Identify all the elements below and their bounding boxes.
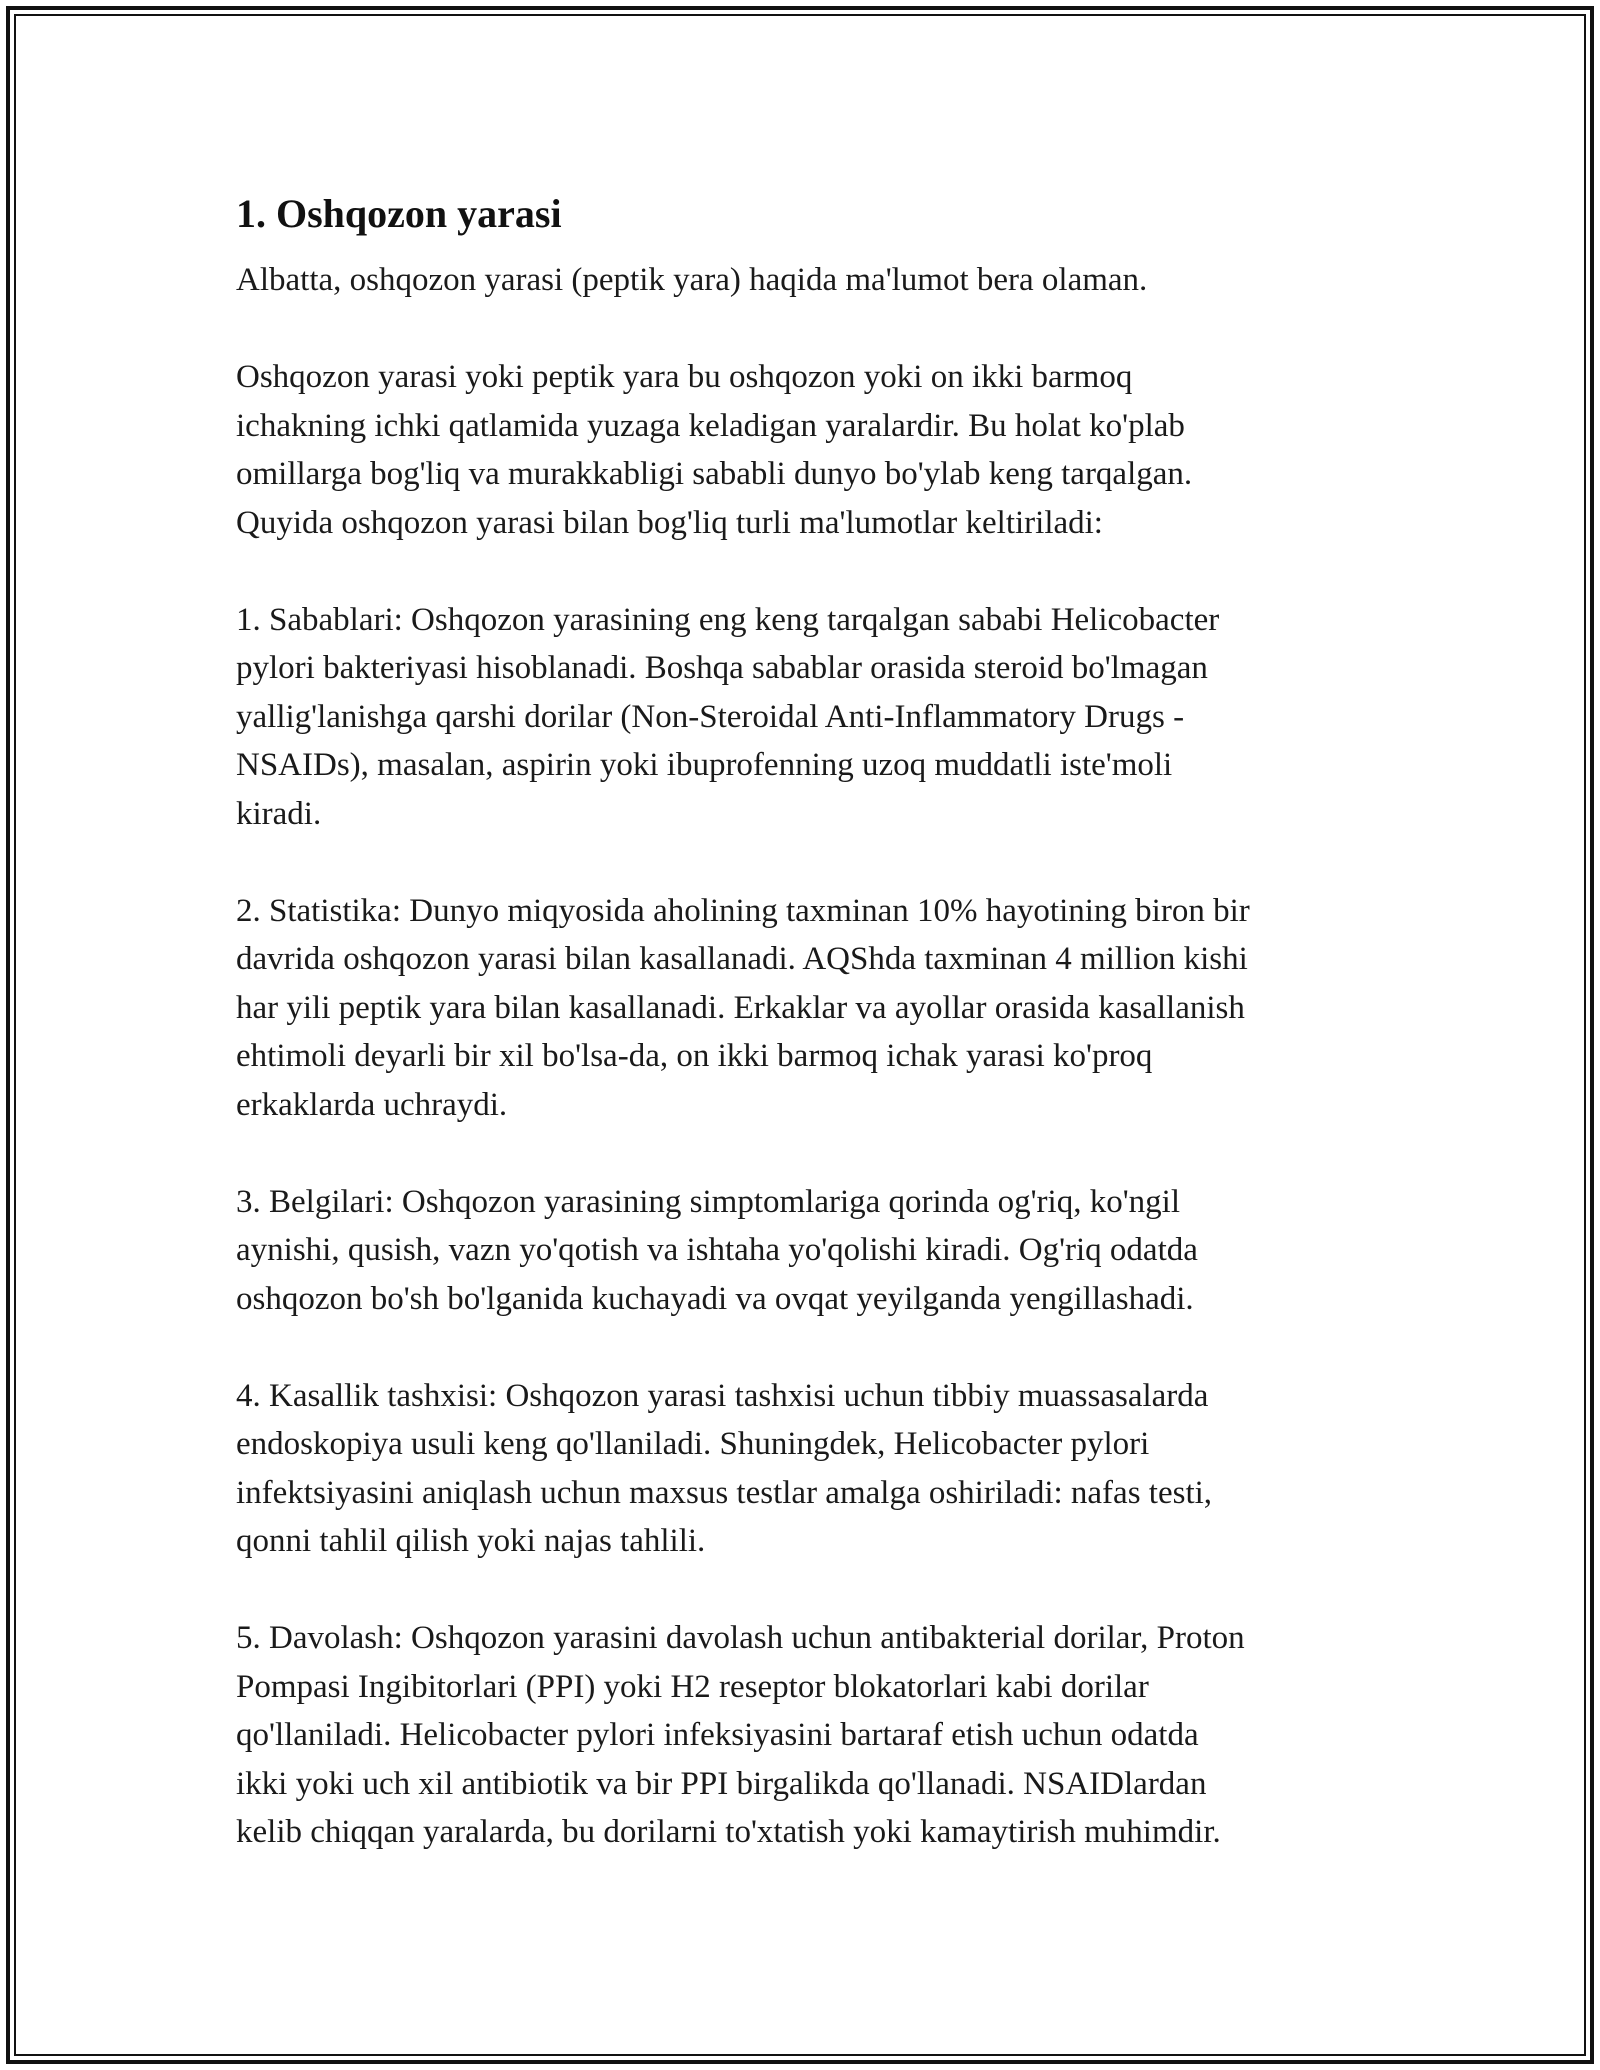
diagnosis-paragraph: 4. Kasallik tashxisi: Oshqozon yarasi tashxisi uchun tibbiy muassasalarda endoskopiya usuli keng qo'llaniladi. Shuningdek, Helicobacter pylori infektsiyasini aniqlash uchun maxsus testlar amalga oshiriladi: nafas testi, qonni tahlil qilish yoki najas tahlili. [236,1377,1213,1559]
document-title: 1. Oshqozon yarasi [236,191,562,236]
statistics-paragraph: 2. Statistika: Dunyo miqyosida aholining taxminan 10% hayotining biron bir davrida oshqozon yarasi bilan kasallanadi. AQShda taxminan 4 million kishi har yili peptik yara bilan kasallanadi. Erkaklar va ayollar orasida kasallanish ehtimoli deyarli bir xil bo'lsa-da, on ikki barmoq ichak yarasi ko'proq erkaklarda uchraydi. [236,892,1250,1123]
causes-paragraph: 1. Sabablari: Oshqozon yarasining eng keng tarqalgan sababi Helicobacter pylori bakteriyasi hisoblanadi. Boshqa sabablar orasida steroid bo'lmagan yallig'lanishga qarshi dorilar (Non-Steroidal Anti-Inflammatory Drugs - NSAIDs), masalan, aspirin yoki ibuprofenning uzoq muddatli iste'moli kiradi. [236,601,1220,832]
overview-paragraph: Oshqozon yarasi yoki peptik yara bu oshqozon yoki on ikki barmoq ichakning ichki qatlamida yuzaga keladigan yaralardir. Bu holat ko'plab omillarga bog'liq va murakkabligi sababli dunyo bo'ylab keng tarqalgan. Quyida oshqozon yarasi bilan bog'liq turli ma'lumotlar keltiriladi: [236,359,1193,541]
intro-paragraph: Albatta, oshqozon yarasi (peptik yara) haqida ma'lumot bera olaman. [236,262,1148,298]
treatment-paragraph: 5. Davolash: Oshqozon yarasini davolash uchun antibakterial dorilar, Proton Pompasi Ingibitorlari (PPI) yoki H2 reseptor blokatorlari kabi dorilar qo'llaniladi. Helicobacter pylori infeksiyasini bartaraf etish uchun odatda ikki yoki uch xil antibiotik va bir PPI birgalikda qo'llanadi. NSAIDlardan kelib chiqqan yaralarda, bu dorilarni to'xtatish yoki kamaytirish muhimdir. [236,1620,1245,1850]
document-body [236,186,1386,1857]
symptoms-paragraph: 3. Belgilari: Oshqozon yarasining simptomlariga qorinda og'riq, ko'ngil aynishi, qusish, vazn yo'qotish va ishtaha yo'qolishi kiradi. Og'riq odatda oshqozon bo'sh bo'lganida kuchayadi va ovqat yeyilganda yengillashadi. [236,1183,1198,1317]
